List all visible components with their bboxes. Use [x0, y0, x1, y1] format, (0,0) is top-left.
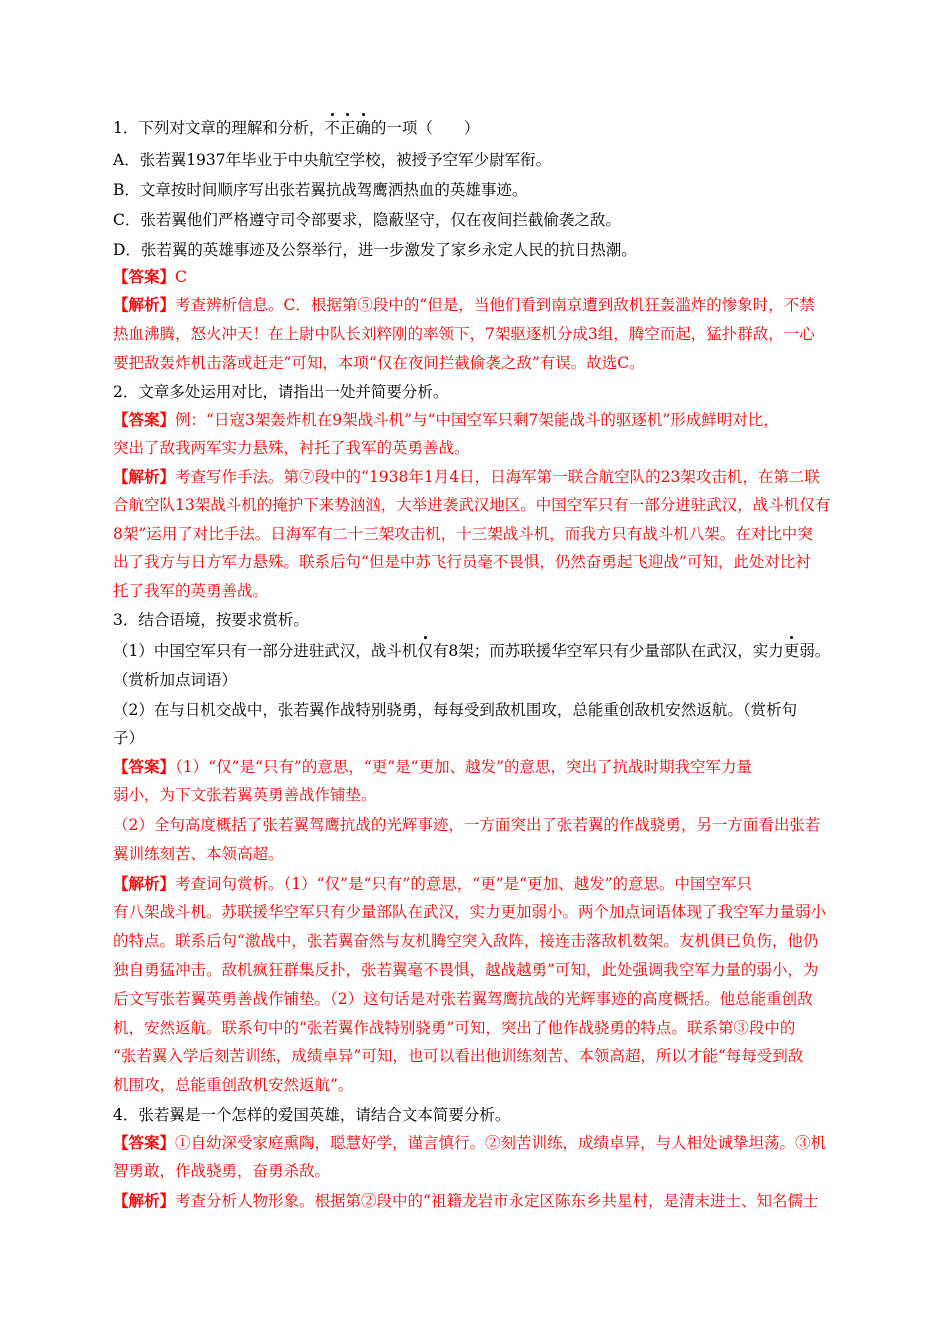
q1-stem-after: 的一项（ ） [370, 119, 480, 137]
q3-answer-line [113, 756, 752, 778]
q1-stem [113, 117, 479, 139]
q3-sub1-note: （赏析加点词语） [113, 671, 238, 689]
emphasis-dot-char: 确 [355, 119, 371, 137]
q1-analysis-line: 热血沸腾，怒火冲天！在上尉中队长刘粹刚的率领下，7架驱逐机分成3组，腾空而起，猛扑群敌，一心 [113, 325, 815, 343]
q1-stem-before: 1．下列对文章的理解和分析， [113, 119, 325, 137]
q3-sub2-line: 子） [113, 729, 145, 747]
analysis-tag: 【解析】 [113, 1191, 176, 1210]
q3-sub1-text: （1）中国空军只有一部分进驻武汉，战斗机 [113, 642, 418, 660]
q3-analysis-line: 的特点。联系后句“激战中，张若翼奋然与友机腾空突入敌阵，接连击落敌机数架。友机俱已负伤，他仍 [113, 932, 819, 950]
q2-analysis-line: 合航空队13架战斗机的掩护下来势汹汹，大举进袭武汉地区。中国空军只有一部分进驻武汉，战斗机仅有 [113, 496, 831, 514]
q3-answer-line: 弱小，为下文张若翼英勇善战作铺垫。 [113, 786, 377, 804]
analysis-tag: 【解析】 [113, 295, 176, 314]
emphasis-dot-char: 正 [339, 119, 356, 137]
q3-analysis-line: 机，安然返航。联系句中的“张若翼作战特别骁勇”可知，突出了他作战骁勇的特点。联系第③段中的 [113, 1019, 796, 1037]
q3-sub1-text: 有8架；而苏联援华空军只有少量部队在武汉，实力 [432, 642, 784, 660]
q1-answer [113, 266, 187, 288]
q1-option-c: C．张若翼他们严格遵守司令部要求，隐蔽坚守，仅在夜间拦截偷袭之敌。 [113, 211, 621, 229]
answer-tag: 【答案】 [113, 410, 176, 429]
answer-tag: 【答案】 [113, 757, 176, 776]
q3-analysis-line: “张若翼入学后刻苦训练，成绩卓异”可知，也可以看出他训练刻苦、本领高超，所以才能“每每受到敌 [113, 1047, 804, 1065]
emphasis-dot-char: 不 [324, 119, 340, 137]
q2-analysis-line: 出了我方与日方军力悬殊。联系后句“但是中苏飞行员毫不畏惧，仍然奋勇起飞迎战”可知，此处对比衬 [113, 553, 811, 571]
q3-stem: 3．结合语境，按要求赏析。 [113, 611, 309, 629]
q3-sub1-text: 弱。 [799, 642, 831, 660]
q3-analysis-line [113, 873, 752, 895]
analysis-text: 考查词句赏析。（1）“仅”是“只有”的意思，“更”是“更加、越发”的意思。中国空军只 [175, 875, 753, 893]
q2-analysis-line [113, 466, 820, 488]
q3-analysis-line: 机围攻，总能重创敌机安然返航”。 [113, 1076, 354, 1094]
q4-answer-line: 智勇敢，作战骁勇，奋勇杀敌。 [113, 1162, 331, 1180]
q3-analysis-line: 独自勇猛冲击。敌机疯狂群集反扑，张若翼毫不畏惧，越战越勇”可知，此处强调我空军力量的弱小，为 [113, 961, 819, 979]
q3-sub2-line: （2）在与日机交战中，张若翼作战特别骁勇，每每受到敌机围攻，总能重创敌机安然返航。（赏析句 [113, 701, 798, 719]
q3-answer-line: 翼训练刻苦、本领高超。 [113, 845, 284, 863]
analysis-tag: 【解析】 [113, 467, 176, 486]
q1-analysis-line [113, 294, 815, 316]
answer-text: （1）“仅”是“只有”的意思，“更”是“更加、越发”的意思，突出了抗战时期我空军力量 [175, 758, 753, 776]
q1-option-d: D．张若翼的英雄事迹及公祭举行，进一步激发了家乡永定人民的抗日热潮。 [113, 241, 637, 259]
analysis-tag: 【解析】 [113, 874, 176, 893]
emphasis-dot-char: 更 [783, 642, 800, 660]
answer-tag: 【答案】 [113, 1133, 176, 1152]
answer-tag: 【答案】 [113, 267, 176, 286]
q3-analysis-line: 后文写张若翼英勇善战作铺垫。（2）这句话是对张若翼驾鹰抗战的光辉事迹的高度概括。他总能重创敌 [113, 990, 813, 1008]
answer-text: 例：“日寇3架轰炸机在9架战斗机”与“中国空军只剩7架能战斗的驱逐机”形成鲜明对比， [175, 411, 779, 429]
q3-analysis-line: 有八架战斗机。苏联援华空军只有少量部队在武汉，实力更加弱小。两个加点词语体现了我空军力量弱小 [113, 903, 827, 921]
q4-analysis-line [113, 1190, 818, 1212]
q1-option-a: A．张若翼1937年毕业于中央航空学校，被授予空军少尉军衔。 [113, 151, 552, 169]
q2-answer-line: 突出了敌我两军实力悬殊，衬托了我军的英勇善战。 [113, 439, 470, 457]
q1-option-b: B．文章按时间顺序写出张若翼抗战驾鹰洒热血的英雄事迹。 [113, 181, 528, 199]
q2-stem: 2．文章多处运用对比，请指出一处并简要分析。 [113, 383, 449, 401]
q2-analysis-line: 8架”运用了对比手法。日海军有二十三架攻击机，十三架战斗机，而我方只有战斗机八架。在对比中突 [113, 525, 813, 543]
q2-answer-line [113, 409, 779, 431]
answer-text: ①自幼深受家庭熏陶，聪慧好学，谨言慎行。②刻苦训练，成绩卓异，与人相处诚挚坦荡。③机 [175, 1134, 827, 1152]
analysis-text: 考查写作手法。第⑦段中的“1938年1月4日，日海军第一联合航空队的23架攻击机，在第二联 [175, 468, 820, 486]
answer-text: C [175, 268, 187, 286]
emphasis-dot-char: 仅 [417, 642, 433, 660]
q4-answer-line [113, 1132, 826, 1154]
analysis-text: 考查辨析信息。C．根据第⑤段中的“但是，当他们看到南京遭到敌机狂轰滥炸的惨象时，不禁 [175, 296, 815, 314]
q3-answer-line: （2）全句高度概括了张若翼驾鹰抗战的光辉事迹，一方面突出了张若翼的作战骁勇，另一方面看出张若 [113, 816, 821, 834]
q3-sub1 [113, 640, 830, 662]
analysis-text: 考查分析人物形象。根据第②段中的“祖籍龙岩市永定区陈东乡共星村，是清末进士、知名儒士 [175, 1192, 819, 1210]
q2-analysis-line: 托了我军的英勇善战。 [113, 582, 269, 600]
q4-stem: 4．张若翼是一个怎样的爱国英雄，请结合文本简要分析。 [113, 1106, 511, 1124]
q1-analysis-line: 要把敌轰炸机击落或赶走”可知，本项“仅在夜间拦截偷袭之敌”有误。故选C。 [113, 354, 645, 372]
